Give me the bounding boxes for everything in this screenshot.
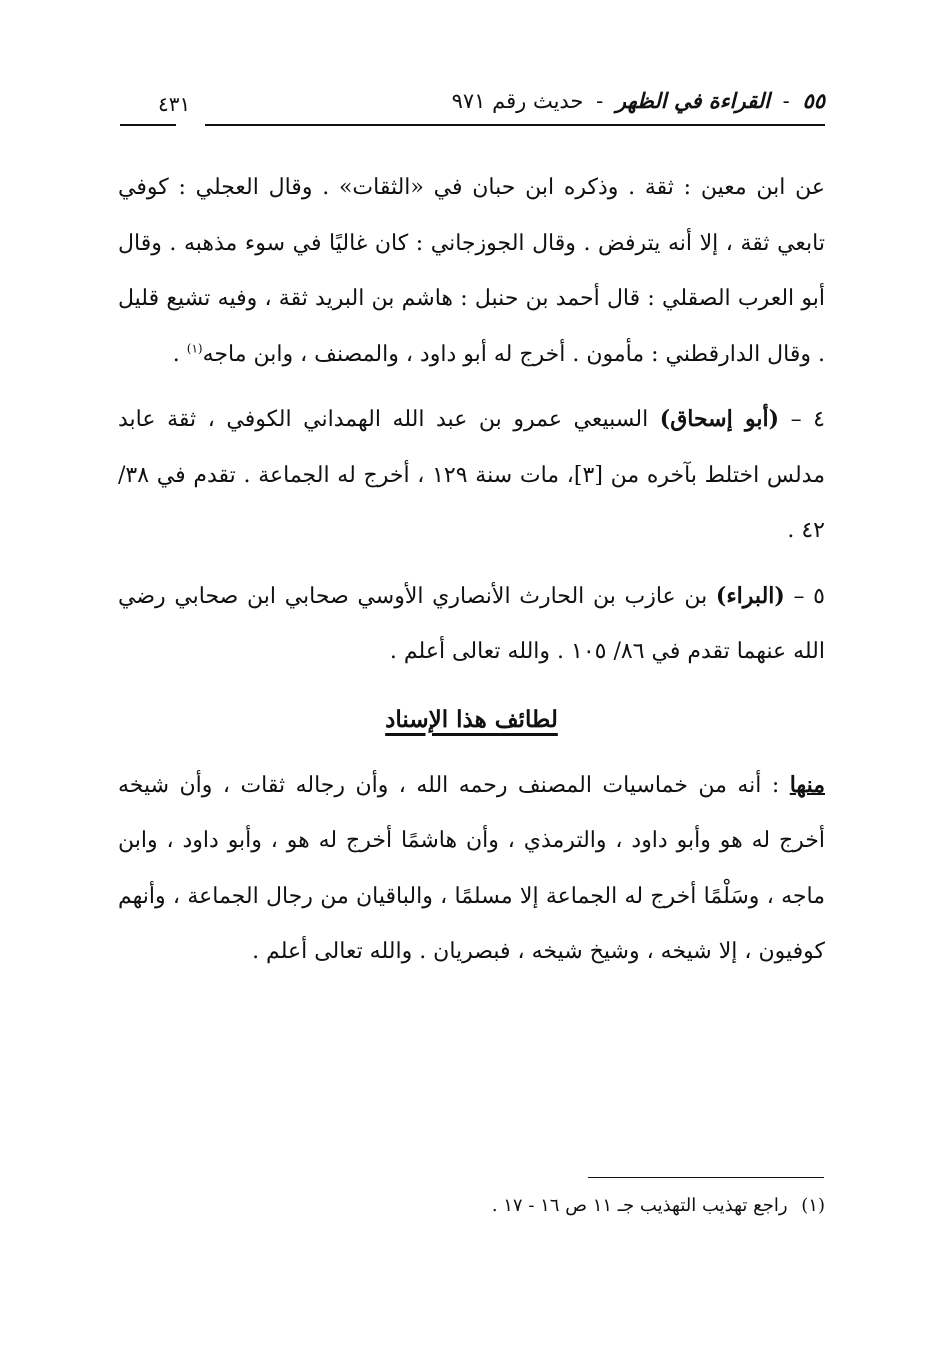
body-text bbox=[118, 160, 825, 980]
paragraph-label: منها bbox=[789, 771, 825, 798]
footnote bbox=[118, 1190, 825, 1222]
chapter-title: القراءة في الظهر bbox=[615, 88, 770, 113]
narrator-text: السبيعي عمرو بن عبد الله الهمداني الكوفي ، ثقة عابد مدلس اختلط بآخره من [٣]، مات سنة ١٢٩ ، أخرج له الجماعة . تقدم في ٣٨/ ٤٢ . bbox=[118, 407, 825, 543]
narrator-paragraph-4 bbox=[118, 392, 825, 559]
subtleties-paragraph bbox=[118, 758, 825, 980]
footnote-text: راجع تهذيب التهذيب جـ ١١ ص ١٦ - ١٧ . bbox=[491, 1195, 788, 1216]
footnote-reference: (١) bbox=[186, 341, 203, 356]
header-title bbox=[452, 88, 825, 113]
narrator-name: (أبو إسحاق) bbox=[659, 406, 779, 432]
hadith-label: حديث رقم ٩٧١ bbox=[451, 89, 584, 113]
narrator-number: ٤ – bbox=[778, 407, 825, 432]
footnote-rule bbox=[588, 1177, 824, 1178]
paragraph-end: . bbox=[172, 341, 187, 367]
section-heading: لطائف هذا الإسناد bbox=[385, 705, 558, 733]
narrator-paragraph-3-continued bbox=[118, 160, 825, 382]
header-dash-2: - bbox=[596, 89, 604, 113]
footnote-mark: (١) bbox=[801, 1195, 825, 1216]
chapter-number: ٥٥ bbox=[802, 88, 825, 113]
header-rule-short bbox=[120, 124, 176, 126]
running-header bbox=[118, 88, 825, 128]
page-number: ٤٣١ bbox=[158, 92, 191, 116]
header-dash: - bbox=[782, 89, 790, 113]
narrator-text: بن عازب بن الحارث الأنصاري الأوسي صحابي ابن صحابي رضي الله عنهما تقدم في ٨٦/ ١٠٥ . والله تعالى أعلم . bbox=[118, 583, 825, 664]
narrator-number: ٥ – bbox=[784, 583, 825, 609]
narrator-paragraph-5 bbox=[118, 569, 825, 680]
paragraph-text: : أنه من خماسيات المصنف رحمه الله ، وأن رجاله ثقات ، وأن شيخه أخرج له هو وأبو داود ، والترمذي ، وأن هاشمًا أخرج له هو ، وأبو داود ، وابن ماجه ، وسَلْمًا أخرج له الجماعة إلا مسلمًا ، والباقيان من رجال الجماعة ، وأنهم كوفيون ، إلا شيخه ، وشيخ شيخه ، فبصريان . والله تعالى أعلم . bbox=[118, 772, 825, 964]
paragraph-text: عن ابن معين : ثقة . وذكره ابن حبان في «الثقات» . وقال العجلي : كوفي تابعي ثقة ، إلا أنه يترفض . وقال الجوزجاني : كان غاليًا في سوء مذهبه . وقال أبو العرب الصقلي : قال أحمد بن حنبل : هاشم بن البريد ثقة ، وفيه تشيع قليل . وقال الدارقطني : مأمون . أخرج له أبو داود ، والمصنف ، وابن ماجه bbox=[118, 175, 825, 367]
header-rule bbox=[205, 124, 825, 126]
narrator-name: (البراء) bbox=[715, 582, 785, 609]
